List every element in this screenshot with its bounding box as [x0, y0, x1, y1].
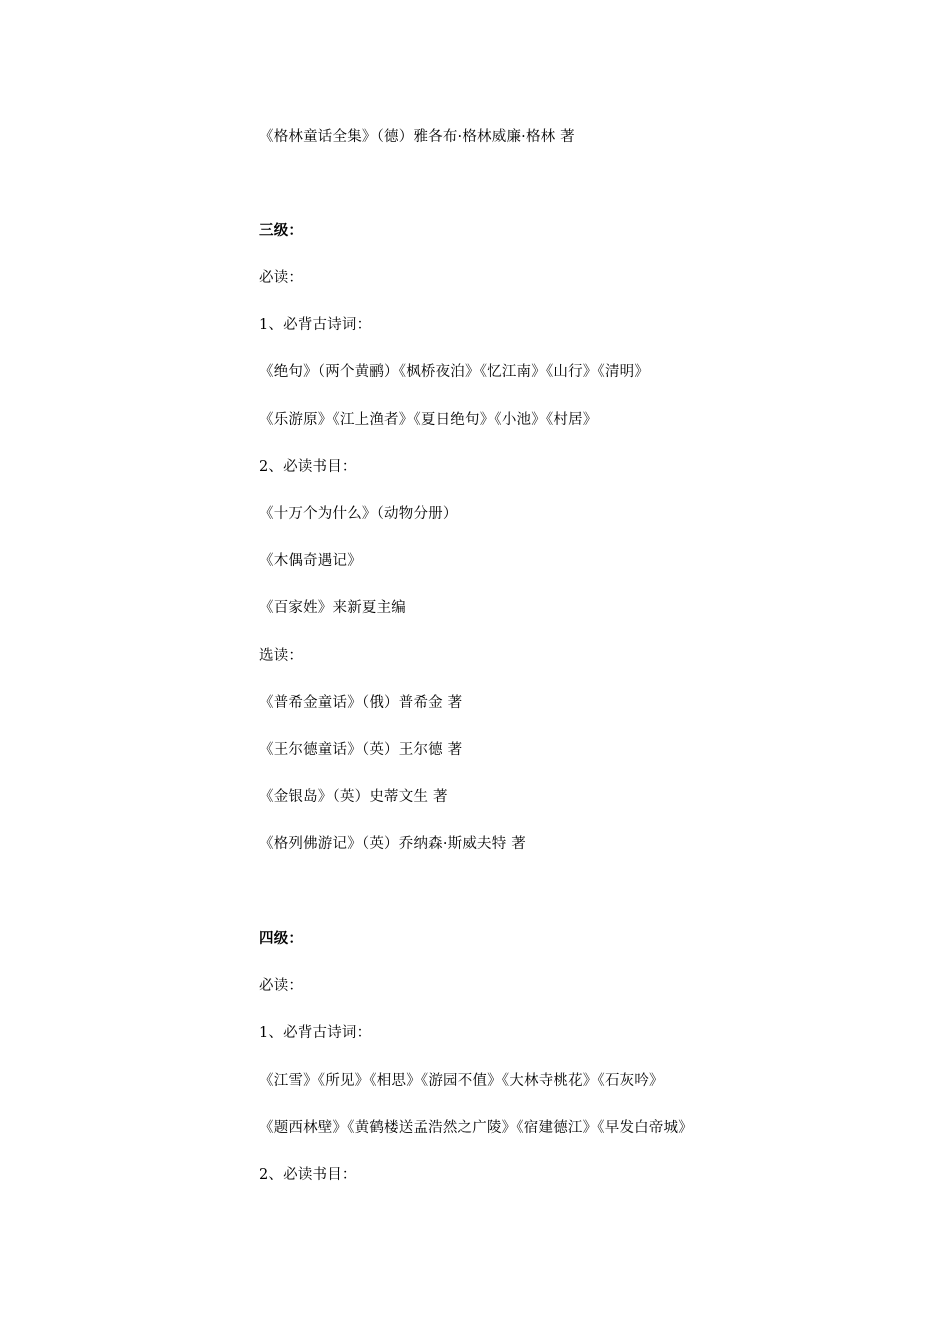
book-entry: 《王尔德童话》（英）王尔德 著: [259, 742, 463, 758]
book-entry-grimm: 《格林童话全集》（德）雅各布·格林威廉·格林 著: [259, 129, 575, 145]
books-section-label: 2、必读书目：: [259, 459, 357, 475]
required-reading-label: 必读：: [259, 270, 304, 286]
book-entry: 《木偶奇遇记》: [259, 553, 362, 569]
book-entry: 《百家姓》来新夏主编: [259, 600, 406, 616]
optional-reading-label: 选读：: [259, 648, 304, 664]
level-four-heading: 四级：: [259, 930, 304, 947]
poem-list-line: 《绝句》（两个黄鹂）《枫桥夜泊》《忆江南》《山行》《清明》: [259, 364, 650, 380]
poem-list-line: 《题西林壁》《黄鹤楼送孟浩然之广陵》《宿建德江》《早发白帝城》: [259, 1120, 693, 1136]
book-entry: 《金银岛》（英）史蒂文生 著: [259, 789, 448, 805]
books-section-label: 2、必读书目：: [259, 1167, 357, 1183]
poem-list-line: 《江雪》《所见》《相思》《游园不值》《大林寺桃花》《石灰吟》: [259, 1073, 664, 1089]
book-entry: 《十万个为什么》（动物分册）: [259, 506, 458, 522]
level-three-heading: 三级：: [259, 222, 304, 239]
book-entry: 《普希金童话》（俄）普希金 著: [259, 695, 463, 711]
poems-section-label: 1、必背古诗词：: [259, 317, 372, 333]
poem-list-line: 《乐游原》《江上渔者》《夏日绝句》《小池》《村居》: [259, 412, 598, 428]
poems-section-label: 1、必背古诗词：: [259, 1025, 372, 1041]
required-reading-label: 必读：: [259, 978, 304, 994]
book-entry: 《格列佛游记》（英）乔纳森·斯威夫特 著: [259, 836, 526, 852]
